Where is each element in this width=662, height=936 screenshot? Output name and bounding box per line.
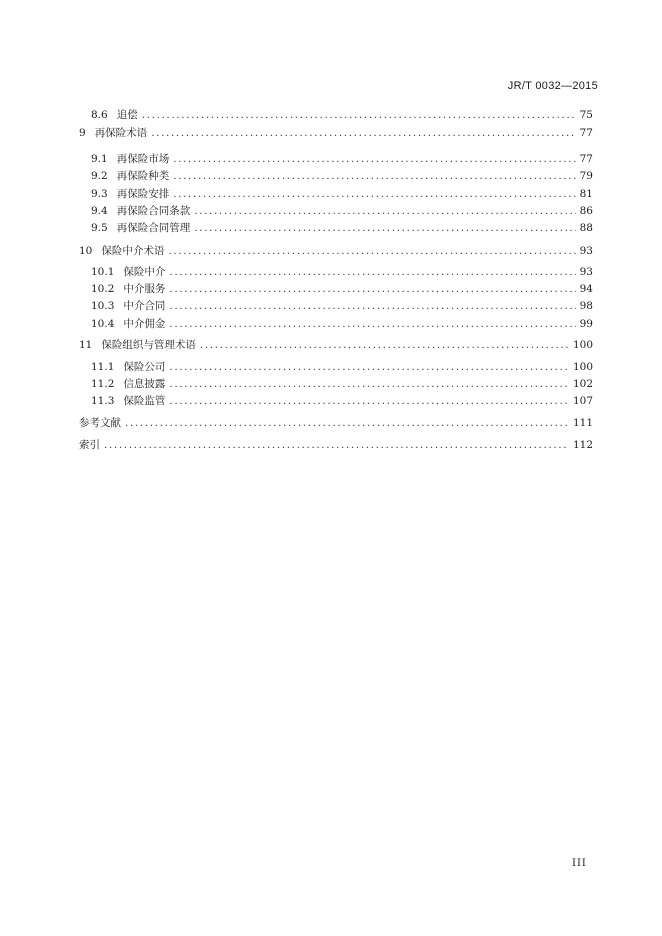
dot-leader [125,415,569,431]
toc-entry-number: 11.2 [91,378,115,390]
dot-leader [142,107,576,123]
dot-leader [194,220,575,236]
toc-entry-page: 94 [579,283,593,295]
toc-entry-number: 8.6 [91,109,108,121]
toc-entry-title: 追偿 [116,109,138,121]
toc-entry[interactable] [91,281,593,297]
toc-entry-title: 保险监管 [123,395,166,407]
dot-leader [169,281,575,297]
toc-entry[interactable] [91,359,593,375]
toc-entry-page: 100 [572,361,593,373]
toc-entry-number: 11.3 [91,395,115,407]
toc-entry-page: 75 [579,109,593,121]
toc-entry-page: 88 [579,222,593,234]
toc-entry[interactable] [91,168,593,184]
toc-entry-title: 再保险种类 [116,170,170,182]
dot-leader [173,151,575,167]
toc-entry-number: 9.2 [91,170,108,182]
toc-entry[interactable] [91,220,593,236]
dot-leader [169,393,569,409]
toc-entry-page: 98 [579,300,593,312]
toc-entry[interactable] [91,298,593,314]
toc-entry-number: 9.3 [91,188,108,200]
toc-entry-page: 102 [572,378,593,390]
toc-entry-title: 保险公司 [123,361,166,373]
dot-leader [168,243,575,259]
toc-entry-title: 索引 [79,439,100,451]
toc-entry[interactable] [91,151,593,167]
toc-entry[interactable] [91,203,593,219]
toc-entry-page: 93 [579,266,593,278]
toc-entry-title: 保险组织与管理术语 [101,339,196,351]
toc-entry-page: 99 [579,318,593,330]
toc-entry-number: 10.3 [91,300,115,312]
toc-entry-page: 100 [572,339,593,351]
toc-entry[interactable] [79,243,593,259]
toc-entry-title: 再保险术语 [94,127,148,139]
toc-entry-title: 中介合同 [123,300,166,312]
toc-entry-page: 112 [572,439,593,451]
dot-leader [169,376,569,392]
dot-leader [173,186,575,202]
toc-entry[interactable] [79,125,593,141]
toc-entry[interactable] [91,393,593,409]
toc-entry-title: 保险中介术语 [101,245,165,257]
toc-entry[interactable] [91,186,593,202]
toc-entry-title: 再保险安排 [116,188,170,200]
dot-leader [151,125,575,141]
toc-entry-page: 107 [572,395,593,407]
toc-entry-page: 111 [572,417,593,429]
dot-leader [104,437,569,453]
dot-leader [169,298,575,314]
toc-entry-number: 10.1 [91,266,115,278]
toc-entry-page: 77 [579,153,593,165]
toc-entry-page: 81 [579,188,593,200]
toc-entry-number: 10 [79,245,93,257]
dot-leader [173,168,575,184]
toc-entry[interactable] [91,264,593,280]
toc-entry-page: 93 [579,245,593,257]
toc-entry[interactable] [91,107,593,123]
toc-entry-page: 86 [579,205,593,217]
toc-entry-title: 再保险合同条款 [116,205,191,217]
toc-entry-number: 10.2 [91,283,115,295]
toc-entry[interactable] [79,437,593,453]
toc-entry-number: 9.5 [91,222,108,234]
toc-entry-page: 77 [579,127,593,139]
dot-leader [169,359,569,375]
dot-leader [169,264,575,280]
page-number: III [572,858,587,869]
toc-entry-title: 信息披露 [123,378,166,390]
toc-entry[interactable] [79,337,593,353]
dot-leader [194,203,575,219]
toc-entry[interactable] [79,415,593,431]
toc-entry-number: 9 [79,127,86,139]
toc-entry-title: 参考文献 [79,417,121,429]
dot-leader [169,316,575,332]
toc-entry-title: 再保险合同管理 [116,222,191,234]
dot-leader [200,337,569,353]
toc-entry-title: 再保险市场 [116,153,170,165]
toc-entry-number: 11 [79,339,93,351]
toc-entry-title: 中介佣金 [123,318,166,330]
toc-entry-number: 11.1 [91,361,115,373]
toc-entry[interactable] [91,376,593,392]
toc-entry[interactable] [91,316,593,332]
toc-entry-title: 保险中介 [123,266,166,278]
document-code: JR/T 0032—2015 [507,80,598,92]
toc-entry-title: 中介服务 [123,283,166,295]
toc-entry-number: 10.4 [91,318,115,330]
toc-entry-page: 79 [579,170,593,182]
toc-entry-number: 9.4 [91,205,108,217]
toc-entry-number: 9.1 [91,153,108,165]
